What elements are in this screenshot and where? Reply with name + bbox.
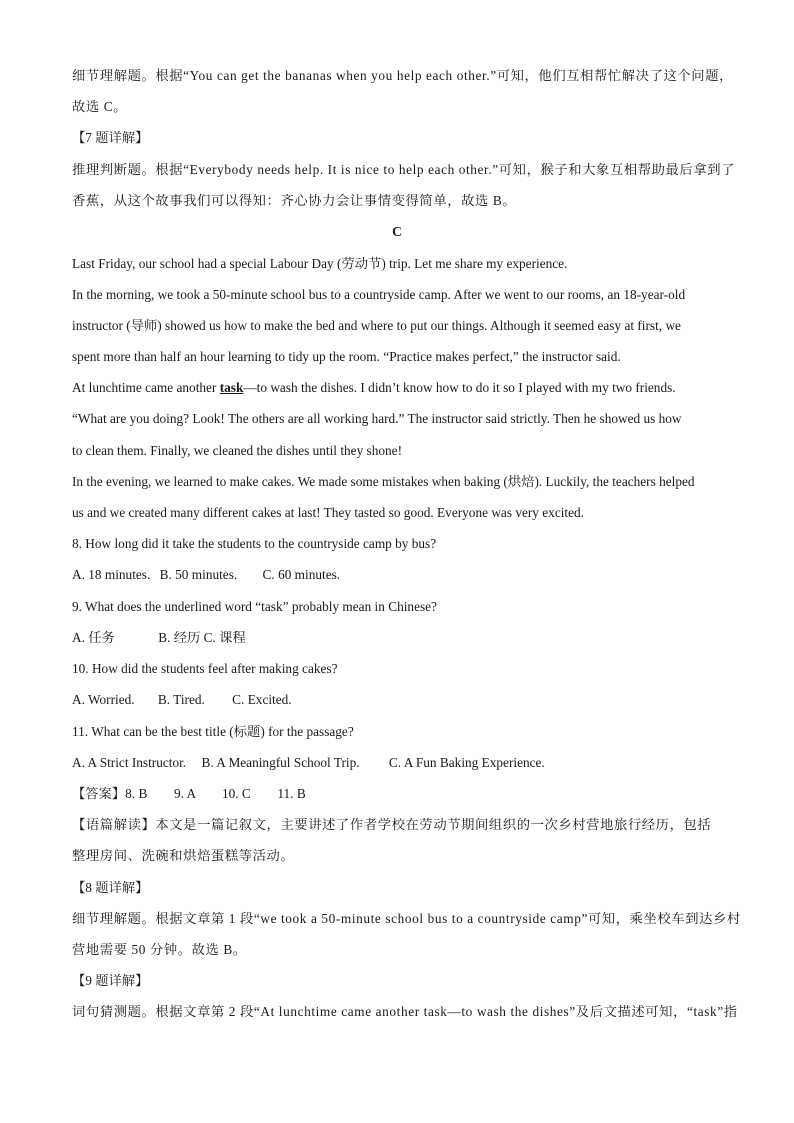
option-c: C. 60 minutes. bbox=[262, 567, 341, 582]
question-9: 9. What does the underlined word “task” probably mean in Chinese? bbox=[72, 599, 437, 614]
passage-line: to clean them. Finally, we cleaned the dishes until they shone! bbox=[72, 443, 402, 458]
answer-key: 【答案】8. B 9. A 10. C 11. B bbox=[72, 786, 306, 801]
section-heading: C bbox=[392, 224, 402, 239]
passage-line: “What are you doing? Look! The others are all working hard.” The instructor said strictly. Then he showed us how bbox=[72, 411, 682, 426]
question-8-options bbox=[72, 565, 340, 585]
explanation-line: 细节理解题。根据文章第 1 段“we took a 50-minute school bus to a countryside camp”可知，乘坐校车到达乡村 bbox=[72, 911, 741, 926]
option-b: B. Tired. bbox=[157, 692, 205, 707]
passage-line: In the evening, we learned to make cakes. We made some mistakes when baking (烘焙). Luckily, the teachers helped bbox=[72, 474, 695, 489]
passage-line: In the morning, we took a 50-minute school bus to a countryside camp. After we went to our rooms, an 18-year-old bbox=[72, 287, 686, 302]
passage-line bbox=[72, 378, 676, 398]
passage-line: Last Friday, our school had a special Labour Day (劳动节) trip. Let me share my experience. bbox=[72, 256, 568, 271]
explanation-line: 推理判断题。根据“Everybody needs help. It is nice to help each other.”可知，猴子和大象互相帮助最后拿到了 bbox=[72, 162, 736, 177]
question-9-options bbox=[72, 628, 246, 648]
question-9-heading: 【9 题详解】 bbox=[72, 973, 149, 988]
explanation-line: 细节理解题。根据“You can get the bananas when you help each other.”可知，他们互相帮忙解决了这个问题， bbox=[72, 68, 733, 83]
underlined-word: task bbox=[219, 380, 244, 395]
option-b: B. 50 minutes. bbox=[159, 567, 238, 582]
option-a: A. A Strict Instructor. bbox=[72, 755, 187, 770]
explanation-line: 词句猜测题。根据文章第 2 段“At lunchtime came another task—to wash the dishes”及后文描述可知，“task”指 bbox=[72, 1004, 738, 1019]
question-11-options bbox=[72, 753, 545, 773]
question-11: 11. What can be the best title (标题) for the passage? bbox=[72, 724, 354, 739]
analysis-line: 【语篇解读】本文是一篇记叙文，主要讲述了作者学校在劳动节期间组织的一次乡村营地旅行经历，包括 bbox=[72, 817, 712, 832]
passage-line: us and we created many different cakes at last! They tasted so good. Everyone was very excited. bbox=[72, 505, 584, 520]
question-8: 8. How long did it take the students to the countryside camp by bus? bbox=[72, 536, 437, 551]
question-8-heading: 【8 题详解】 bbox=[72, 880, 149, 895]
explanation-line: 营地需要 50 分钟。故选 B。 bbox=[72, 942, 247, 957]
option-c: C. Excited. bbox=[232, 692, 292, 707]
explanation-line: 香蕉，从这个故事我们可以得知：齐心协力会让事情变得简单，故选 B。 bbox=[72, 193, 517, 208]
option-b: B. 经历 bbox=[158, 630, 201, 645]
option-a: A. 18 minutes. bbox=[72, 567, 151, 582]
passage-text: —to wash the dishes. I didn’t know how to do it so I played with my two friends. bbox=[243, 380, 676, 395]
option-a: A. Worried. bbox=[72, 692, 135, 707]
explanation-line: 故选 C。 bbox=[72, 99, 128, 114]
option-c: C. A Fun Baking Experience. bbox=[388, 755, 545, 770]
option-b: B. A Meaningful School Trip. bbox=[201, 755, 360, 770]
passage-text: At lunchtime came another bbox=[72, 380, 220, 395]
passage-line: instructor (导师) showed us how to make the bed and where to put our things. Although it seemed easy at first, we bbox=[72, 318, 681, 333]
question-7-heading: 【7 题详解】 bbox=[72, 130, 149, 145]
analysis-line: 整理房间、洗碗和烘焙蛋糕等活动。 bbox=[72, 848, 295, 863]
option-a: A. 任务 bbox=[72, 630, 115, 645]
passage-line: spent more than half an hour learning to tidy up the room. “Practice makes perfect,” the instructor said. bbox=[72, 349, 621, 364]
question-10-options bbox=[72, 690, 292, 710]
option-c: C. 课程 bbox=[203, 630, 246, 645]
question-10: 10. How did the students feel after making cakes? bbox=[72, 661, 338, 676]
